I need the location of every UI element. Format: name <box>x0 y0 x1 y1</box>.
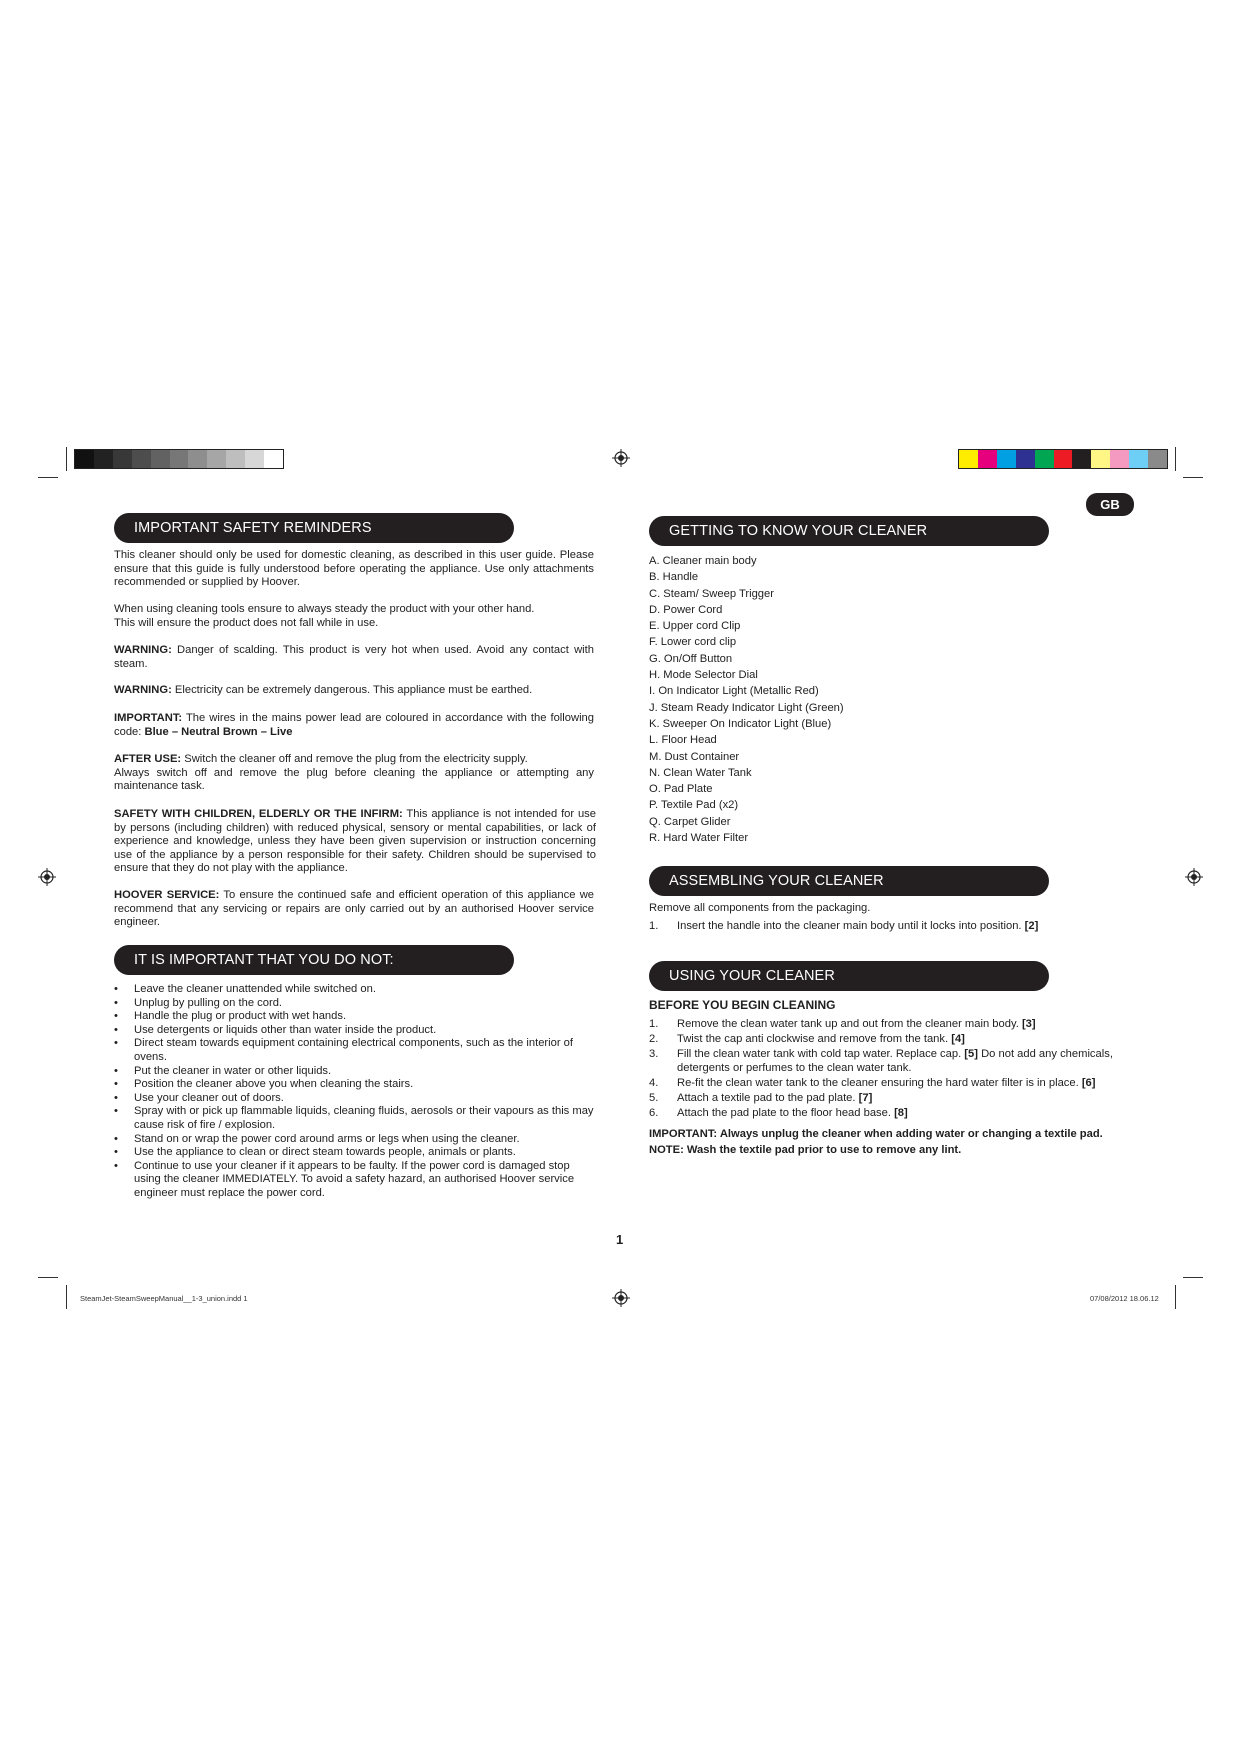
figure-ref: [2] <box>1024 920 1039 932</box>
step-text-after: Do not add any chemicals, detergents or perfumes to the clean water tank. <box>677 1047 1113 1075</box>
crop-mark <box>1175 1285 1176 1309</box>
gray-swatch <box>264 450 283 468</box>
registration-mark-icon <box>1185 868 1203 886</box>
using-step <box>649 1047 1129 1077</box>
do-not-item <box>114 1133 598 1147</box>
do-not-text: Put the cleaner in water or other liquids. <box>134 1064 332 1077</box>
do-not-item <box>114 1010 598 1024</box>
figure-ref: [4] <box>951 1032 965 1045</box>
safety-steady-text <box>114 603 594 630</box>
warning-label: WARNING: <box>114 644 172 656</box>
important-unplug-note: IMPORTANT: Always unplug the cleaner when adding water or changing a textile pad. <box>649 1128 1103 1140</box>
parts-list <box>649 553 949 846</box>
do-not-text: Stand on or wrap the power cord around arms or legs when using the cleaner. <box>134 1132 520 1145</box>
warning-scalding <box>114 644 594 671</box>
after-use-text: Switch the cleaner off and remove the plug from the electricity supply. <box>181 753 528 765</box>
assemble-step <box>649 920 1169 934</box>
do-not-item <box>114 1105 598 1132</box>
warning-electricity <box>114 684 594 698</box>
bullet-icon: • <box>114 1037 118 1050</box>
crop-mark <box>66 447 67 471</box>
figure-ref: [8] <box>894 1106 908 1119</box>
using-step <box>649 1091 1129 1106</box>
step-text: Attach a textile pad to the pad plate. <box>677 1091 859 1104</box>
figure-ref: [6] <box>1081 1077 1096 1090</box>
gray-swatch <box>151 450 170 468</box>
hoover-service <box>114 889 594 930</box>
color-swatch <box>1110 450 1129 468</box>
color-swatch <box>978 450 997 468</box>
bullet-icon: • <box>114 1132 118 1145</box>
step-number: 1. <box>649 1018 659 1030</box>
part-item: D. Power Cord <box>649 603 723 616</box>
step-number: 3. <box>649 1047 659 1060</box>
step-text: Attach the pad plate to the floor head base. <box>677 1106 895 1119</box>
color-swatch <box>1129 450 1148 468</box>
do-not-item <box>114 1092 598 1106</box>
do-not-text: Continue to use your cleaner if it appears to be faulty. If the power cord is damaged stop using the cleaner IMMEDIATELY. To avoid a safety hazard, an authorised Hoover service engineer must replace the power cord. <box>134 1159 575 1199</box>
part-item: O. Pad Plate <box>649 783 713 796</box>
wash-pad-note: NOTE: Wash the textile pad prior to use to remove any lint. <box>649 1144 962 1156</box>
page-number: 1 <box>616 1232 624 1247</box>
color-swatch <box>1054 450 1073 468</box>
crop-mark <box>66 1285 67 1309</box>
bullet-icon: • <box>114 1078 118 1091</box>
step-number: 1. <box>649 920 659 932</box>
do-not-item <box>114 1146 598 1160</box>
crop-mark <box>38 477 58 478</box>
registration-mark-icon <box>612 1289 630 1307</box>
part-item: F. Lower cord clip <box>649 636 737 649</box>
part-item: C. Steam/ Sweep Trigger <box>649 587 774 600</box>
step-text: Re-fit the clean water tank to the cleaner ensuring the hard water filter is in place. <box>677 1077 1082 1090</box>
step-text: Fill the clean water tank with cold tap water. Replace cap. <box>677 1047 965 1060</box>
figure-ref: [3] <box>1021 1018 1036 1030</box>
bullet-icon: • <box>114 996 118 1009</box>
grayscale-calibration-bar <box>74 449 284 469</box>
safety-intro: This cleaner should only be used for domestic cleaning, as described in this user guide. Please ensure that this guide is fully understood before operating the appliance. Use only attachments recommended or supplied by Hoover. <box>114 549 594 589</box>
part-item: G. On/Off Button <box>649 652 733 665</box>
do-not-text: Position the cleaner above you when cleaning the stairs. <box>134 1078 414 1091</box>
registration-mark-icon <box>612 449 630 467</box>
crop-mark <box>1183 477 1203 478</box>
gray-swatch <box>94 450 113 468</box>
part-item: I. On Indicator Light (Metallic Red) <box>649 685 819 698</box>
color-swatch <box>1016 450 1035 468</box>
safety-steady-line1: When using cleaning tools ensure to always steady the product with your other hand. <box>114 603 535 615</box>
bullet-icon: • <box>114 1146 118 1159</box>
assemble-intro: Remove all components from the packaging. <box>649 902 871 914</box>
after-use <box>114 753 594 794</box>
children-label: SAFETY WITH CHILDREN, ELDERLY OR THE INFIRM: <box>114 808 403 820</box>
step-number: 2. <box>649 1032 659 1045</box>
children-text: This appliance is not intended for use by persons (including children) with reduced physical, sensory or mental capabilities, or lack of experience and knowledge, unless they have been given supervision or instruction concerning use of the appliance by a person responsible for their safety. Children should be supervised to ensure that they do not play with the appliance. <box>114 808 596 875</box>
color-swatch <box>1035 450 1054 468</box>
safety-steady-line2: This will ensure the product does not fall while in use. <box>114 616 379 629</box>
step-number: 6. <box>649 1106 659 1119</box>
using-step <box>649 1106 1129 1121</box>
do-not-item <box>114 1024 598 1038</box>
part-item: R. Hard Water Filter <box>649 832 749 845</box>
using-step <box>649 1032 1129 1047</box>
do-not-text: Leave the cleaner unattended while switched on. <box>134 983 376 995</box>
crop-mark <box>1175 447 1176 471</box>
section-header-safety: IMPORTANT SAFETY REMINDERS <box>114 513 514 543</box>
color-swatch <box>997 450 1016 468</box>
do-not-item <box>114 997 598 1011</box>
important-wiring <box>114 712 594 739</box>
do-not-item <box>114 1078 598 1092</box>
service-label: HOOVER SERVICE: <box>114 889 220 901</box>
part-item: J. Steam Ready Indicator Light (Green) <box>649 701 844 714</box>
section-header-know: GETTING TO KNOW YOUR CLEANER <box>649 516 1049 546</box>
language-badge: GB <box>1086 493 1134 516</box>
part-item: E. Upper cord Clip <box>649 620 741 633</box>
color-swatch <box>1091 450 1110 468</box>
do-not-text: Handle the plug or product with wet hands. <box>134 1010 347 1023</box>
gray-swatch <box>170 450 189 468</box>
do-not-text: Use the appliance to clean or direct steam towards people, animals or plants. <box>134 1146 516 1159</box>
after-use-text-2: Always switch off and remove the plug before cleaning the appliance or attempting any maintenance task. <box>114 766 594 793</box>
bullet-icon: • <box>114 1159 118 1172</box>
after-use-label: AFTER USE: <box>114 753 182 765</box>
before-cleaning-subhead: BEFORE YOU BEGIN CLEANING <box>649 998 836 1012</box>
gray-swatch <box>113 450 132 468</box>
service-text: To ensure the continued safe and efficient operation of this appliance we recommend that any servicing or repairs are only carried out by an authorised Hoover service engineer. <box>114 889 594 929</box>
part-item: P. Textile Pad (x2) <box>649 799 739 812</box>
figure-ref: [7] <box>858 1091 873 1104</box>
warning-text: Danger of scalding. This product is very hot when used. Avoid any contact with steam. <box>114 644 594 670</box>
gray-swatch <box>75 450 94 468</box>
part-item: N. Clean Water Tank <box>649 766 752 779</box>
gray-swatch <box>245 450 264 468</box>
part-item: K. Sweeper On Indicator Light (Blue) <box>649 717 832 730</box>
bullet-icon: • <box>114 1105 118 1118</box>
do-not-item <box>114 1037 598 1064</box>
gray-swatch <box>226 450 245 468</box>
do-not-text: Direct steam towards equipment containing electrical components, such as the interior of ovens. <box>134 1037 574 1063</box>
do-not-item <box>114 1065 598 1079</box>
do-not-text: Use your cleaner out of doors. <box>134 1091 284 1104</box>
color-calibration-bar <box>958 449 1168 469</box>
section-header-assemble: ASSEMBLING YOUR CLEANER <box>649 866 1049 896</box>
do-not-text: Use detergents or liquids other than water inside the product. <box>134 1023 437 1036</box>
part-item: H. Mode Selector Dial <box>649 669 758 682</box>
color-swatch <box>1148 450 1167 468</box>
wiring-code: Blue – Neutral Brown – Live <box>144 725 293 738</box>
using-steps-list <box>649 1017 1129 1121</box>
bullet-icon: • <box>114 983 118 995</box>
figure-ref: [5] <box>964 1047 978 1060</box>
do-not-item <box>114 1160 598 1201</box>
section-header-do-not: IT IS IMPORTANT THAT YOU DO NOT: <box>114 945 514 975</box>
bullet-icon: • <box>114 1064 118 1077</box>
gray-swatch <box>132 450 151 468</box>
do-not-text: Spray with or pick up flammable liquids, cleaning fluids, aerosols or their vapours as this may cause risk of fire / explosion. <box>134 1105 594 1131</box>
step-number: 5. <box>649 1091 659 1104</box>
do-not-item <box>114 983 598 997</box>
color-swatch <box>959 450 978 468</box>
file-slug: SteamJet-SteamSweepManual__1-3_union.indd 1 <box>80 1294 248 1303</box>
do-not-list <box>114 983 598 1201</box>
bullet-icon: • <box>114 1023 118 1036</box>
section-header-using: USING YOUR CLEANER <box>649 961 1049 991</box>
crop-mark <box>38 1277 58 1278</box>
registration-mark-icon <box>38 868 56 886</box>
step-text: Remove the clean water tank up and out from the cleaner main body. <box>677 1018 1022 1030</box>
gray-swatch <box>188 450 207 468</box>
date-slug: 07/08/2012 18.06.12 <box>1090 1294 1159 1303</box>
bullet-icon: • <box>114 1091 118 1104</box>
warning-label: WARNING: <box>114 684 172 696</box>
step-text: Twist the cap anti clockwise and remove from the tank. <box>677 1032 952 1045</box>
important-text: The wires in the mains power lead are coloured in accordance with the following code: <box>114 712 594 738</box>
color-swatch <box>1072 450 1091 468</box>
part-item: M. Dust Container <box>649 750 740 763</box>
gray-swatch <box>207 450 226 468</box>
part-item: Q. Carpet Glider <box>649 815 731 828</box>
step-number: 4. <box>649 1077 659 1090</box>
part-item: B. Handle <box>649 571 699 584</box>
step-text: Insert the handle into the cleaner main body until it locks into position. <box>677 920 1025 932</box>
using-step <box>649 1017 1129 1032</box>
part-item: L. Floor Head <box>649 734 717 747</box>
using-step <box>649 1076 1129 1091</box>
important-label: IMPORTANT: <box>114 712 183 724</box>
bullet-icon: • <box>114 1010 118 1023</box>
do-not-text: Unplug by pulling on the cord. <box>134 996 283 1009</box>
warning-text: Electricity can be extremely dangerous. This appliance must be earthed. <box>171 684 533 696</box>
safety-children <box>114 808 596 876</box>
crop-mark <box>1183 1277 1203 1278</box>
part-item: A. Cleaner main body <box>649 555 757 567</box>
